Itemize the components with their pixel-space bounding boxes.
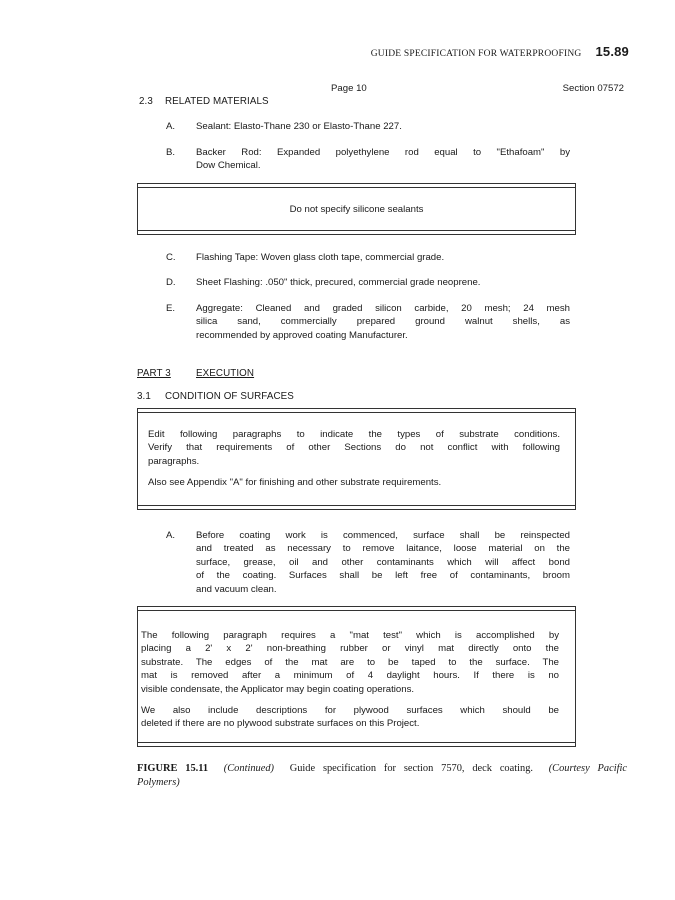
note-box-rule (137, 187, 576, 188)
item-letter: B. (166, 147, 176, 158)
caption-credit-2: Polymers) (137, 777, 180, 788)
backer-rod-line-2: Dow Chemical. (196, 160, 261, 172)
substrate-note-line-4: Also see Appendix "A" for finishing and other substrate requirements. (148, 477, 442, 489)
backer-rod-item (196, 146, 570, 173)
note-box-rule (137, 610, 576, 611)
caption-credit-1: (Courtesy Pacific (548, 763, 627, 774)
running-head-title: GUIDE SPECIFICATION FOR WATERPROOFING (370, 49, 582, 59)
aggregate-item (196, 302, 570, 342)
flashing-tape-item: Flashing Tape: Woven glass cloth tape, commercial grade. (196, 252, 445, 263)
caption-continued: (Continued) (223, 763, 274, 774)
section-2-3-number: 2.3 (139, 96, 153, 107)
caption-line-1 (137, 762, 627, 776)
item-letter: D. (166, 277, 176, 288)
aggregate-line-3: recommended by approved coating Manufacturer. (196, 329, 408, 341)
substrate-note-line-2: Verify that requirements of other Sections do not conflict with following (148, 442, 560, 454)
section-3-1-number: 3.1 (137, 391, 151, 402)
part-3-label: PART 3 (137, 368, 171, 379)
note-box-rule (137, 742, 576, 743)
surface-prep-line-3: surface, grease, oil and other contaminants which will affect bond (196, 556, 570, 568)
part-3-title: EXECUTION (196, 368, 255, 379)
plywood-line-2: deleted if there are no plywood substrate surfaces on this Project. (141, 718, 420, 730)
mat-test-line-2: placing a 2' x 2' non-breathing rubber or vinyl mat directly onto the (141, 643, 559, 655)
substrate-note-line-1: Edit following paragraphs to indicate the types of substrate conditions. (148, 429, 560, 440)
item-letter: E. (166, 303, 176, 314)
item-letter: C. (166, 252, 176, 263)
sheet-flashing-item: Sheet Flashing: .050" thick, precured, commercial grade neoprene. (196, 277, 481, 288)
note-box-sealants (137, 183, 576, 235)
substrate-note-line-3: paragraphs. (148, 455, 200, 467)
aggregate-line-2: silica sand, commercially prepared ground walnut shells, as (196, 316, 570, 328)
section-2-3-title: RELATED MATERIALS (165, 96, 269, 107)
mat-test-line-4: mat is removed after a minimum of 4 daylight hours. If there is no (141, 670, 559, 682)
surface-prep-line-2: and treated as necessary to remove laitance, loose material on the (196, 543, 570, 555)
note-box-substrate (137, 408, 576, 510)
note-box-rule (137, 505, 576, 506)
figure-caption (137, 762, 627, 790)
section-3-1-title: CONDITION OF SURFACES (165, 391, 294, 402)
sealant-item: Sealant: Elasto-Thane 230 or Elasto-Thane 227. (196, 121, 402, 132)
note-box-rule (137, 230, 576, 231)
mat-test-line-5: visible condensate, the Applicator may begin coating operations. (141, 683, 415, 695)
aggregate-line-1: Aggregate: Cleaned and graded silicon carbide, 20 mesh; 24 mesh (196, 303, 570, 314)
doc-section-label: Section 07572 (562, 83, 624, 94)
caption-label: FIGURE 15.11 (137, 763, 209, 774)
running-head (371, 44, 629, 59)
substrate-note-text (148, 428, 560, 490)
doc-page-label: Page 10 (331, 83, 367, 94)
note-box-rule (137, 412, 576, 413)
surface-prep-line-4: of the coating. Surfaces shall be left free of contaminants, broom (196, 570, 570, 582)
note-box-mat-test (137, 606, 576, 747)
mat-test-line-1: The following paragraph requires a "mat test" which is accomplished by (141, 630, 559, 641)
mat-test-line-3: substrate. The edges of the mat are to be taped to the surface. The (141, 656, 559, 668)
mat-test-note-text (141, 629, 559, 731)
note-text: Do not specify silicone sealants (289, 204, 424, 215)
surface-prep-line-1: Before coating work is commenced, surface shall be reinspected (196, 530, 570, 541)
backer-rod-line-1: Backer Rod: Expanded polyethylene rod equal to "Ethafoam" by (196, 147, 570, 158)
page-number: 15.89 (595, 44, 629, 59)
caption-line-2 (137, 776, 627, 790)
item-letter: A. (166, 121, 176, 132)
item-letter: A. (166, 530, 176, 541)
caption-text: Guide specification for section 7570, deck coating. (289, 763, 534, 774)
plywood-line-1: We also include descriptions for plywood surfaces which should be (141, 705, 559, 717)
surface-preparation-item (196, 529, 570, 596)
surface-prep-line-5: and vacuum clean. (196, 583, 277, 595)
